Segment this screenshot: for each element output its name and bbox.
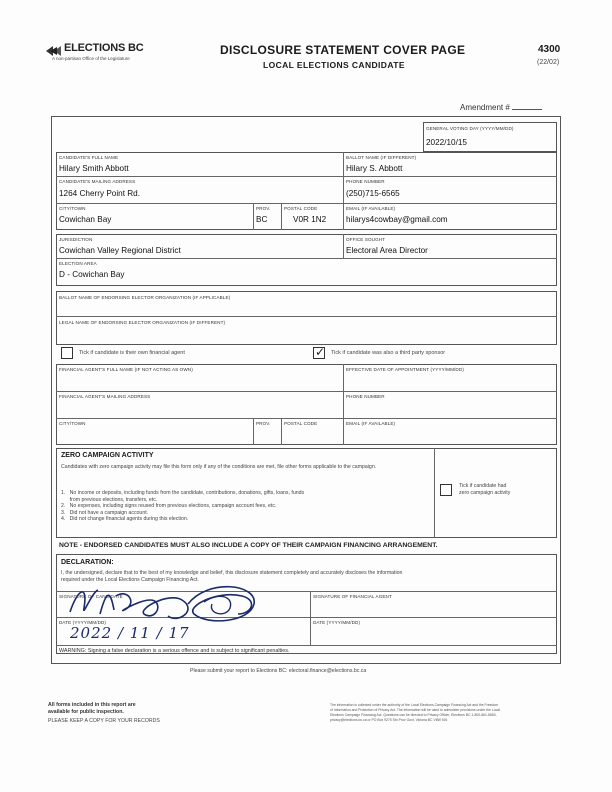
footer-right-line: privacy@elections.bc.ca or PO Box 9275 Stn Prov Govt, Victoria BC V8W 9J6 [330, 718, 448, 722]
agent-mailing-label: FINANCIAL AGENT'S MAILING ADDRESS [59, 394, 151, 399]
candidate-name-value[interactable]: Hilary Smith Abbott [59, 164, 129, 173]
date-label-candidate: DATE (YYYY/MM/DD) [59, 620, 107, 625]
zero-activity-intro: Candidates with zero campaign activity may file this form only if any of the conditions are met, file other forms applicable to the campaign. [61, 464, 377, 470]
third-party-checkbox[interactable] [313, 347, 325, 359]
declaration-text-2: required under the Local Elections Campaign Financing Act. [61, 577, 199, 583]
prov-value[interactable]: BC [256, 215, 268, 224]
footer-left-line: PLEASE KEEP A COPY FOR YOUR RECORDS [48, 718, 160, 724]
zero-activity-list [61, 490, 431, 523]
agent-date-label: EFFECTIVE DATE OF APPOINTMENT (YYYY/MM/DD) [346, 367, 464, 372]
zero-activity-title: ZERO CAMPAIGN ACTIVITY [61, 452, 154, 459]
warning-text: WARNING: Signing a false declaration is a serious offence and is subject to significant penalties. [59, 648, 290, 654]
prov-label: PROV. [256, 206, 271, 211]
postal-value[interactable]: V0R 1N2 [293, 215, 327, 224]
endorsing-ballot-label: BALLOT NAME OF ENDORSING ELECTOR ORGANIZATION (IF APPLICABLE) [59, 295, 231, 300]
agent-name-label: FINANCIAL AGENT'S FULL NAME (IF NOT ACTING AS OWN) [59, 367, 193, 372]
agent-city-label: CITY/TOWN [59, 421, 86, 426]
checkmark-icon: ✓ [315, 345, 326, 359]
footer-right [330, 703, 500, 723]
logo-text: ELECTIONS BC [64, 42, 144, 54]
zero-item: 3. Did not have a campaign account. [61, 509, 149, 516]
phone-value[interactable]: (250)715-6565 [346, 189, 400, 198]
amendment-label [460, 101, 542, 112]
handwritten-date[interactable]: 2022 / 11 / 17 [70, 624, 190, 642]
mailing-address-value[interactable]: 1264 Cherry Point Rd. [59, 189, 141, 198]
office-value[interactable]: Electoral Area Director [346, 246, 428, 255]
zero-item: 4. Did not change financial agents during this election. [61, 516, 189, 523]
zero-tick-line: zero campaign activity [459, 489, 511, 496]
footer-right-line: Elections Campaign Financing Act. Questions can be directed to Privacy Officer, Elections BC 1-800-661-8683, [330, 713, 497, 717]
sig-candidate-label: SIGNATURE OF CANDIDATE [59, 594, 123, 599]
mailing-address-label: CANDIDATE'S MAILING ADDRESS [59, 179, 136, 184]
endorsed-note: NOTE - ENDORSED CANDIDATES MUST ALSO INCLUDE A COPY OF THEIR CAMPAIGN FINANCING ARRANGEMENT. [59, 542, 438, 549]
own-agent-checkbox[interactable] [61, 347, 73, 359]
jurisdiction-label: JURISDICTION [59, 237, 93, 242]
page-title: DISCLOSURE STATEMENT COVER PAGE [220, 43, 466, 57]
zero-activity-tick-label [459, 483, 510, 496]
zero-item: from previous elections, transfers, etc. [61, 496, 158, 503]
email-value[interactable]: hilarys4cowbay@gmail.com [346, 215, 448, 224]
footer-right-line: The information is collected under the authority of the Local Elections Campaign Financing Act and the Freedom [330, 703, 499, 707]
date-label-agent: DATE (YYYY/MM/DD) [313, 620, 361, 625]
agent-block [56, 364, 557, 445]
agent-phone-label: PHONE NUMBER [346, 394, 385, 399]
email-label: EMAIL (IF AVAILABLE) [346, 206, 396, 211]
sig-agent-label: SIGNATURE OF FINANCIAL AGENT [313, 594, 392, 599]
jurisdiction-value[interactable]: Cowichan Valley Regional District [59, 246, 181, 255]
form-number: 4300 [538, 44, 561, 55]
amendment-field[interactable] [512, 101, 542, 110]
amendment-text: Amendment # [460, 103, 510, 112]
city-label: CITY/TOWN [59, 206, 86, 211]
agent-email-label: EMAIL (IF AVAILABLE) [346, 421, 396, 426]
jurisdiction-block [56, 234, 557, 286]
zero-tick-line: Tick if candidate had [459, 483, 507, 489]
endorsing-legal-label: LEGAL NAME OF ENDORSING ELECTOR ORGANIZATION (IF DIFFERENT) [59, 320, 226, 325]
general-voting-day-label: GENERAL VOTING DAY (YYYY/MM/DD) [426, 126, 514, 131]
page-subtitle: LOCAL ELECTIONS CANDIDATE [263, 60, 405, 70]
ballot-name-value[interactable]: Hilary S. Abbott [346, 164, 403, 173]
elections-bc-logo [44, 42, 174, 64]
third-party-label: Tick if candidate was also a third party sponsor [331, 350, 446, 356]
logo-tagline: A non-partisan Office of the Legislature [52, 56, 130, 61]
zero-item: 2. No expenses, including signs reused from previous elections, campaign account fees, etc. [61, 503, 277, 510]
footer-left [48, 702, 160, 725]
declaration-title: DECLARATION: [61, 559, 114, 566]
candidate-name-label: CANDIDATE'S FULL NAME [59, 155, 119, 160]
submit-line: Please submit your report to Elections BC: electoral.finance@elections.bc.ca [190, 668, 367, 674]
general-voting-day-value[interactable]: 2022/10/15 [426, 138, 467, 147]
city-value[interactable]: Cowichan Bay [59, 215, 112, 224]
office-label: OFFICE SOUGHT [346, 237, 386, 242]
declaration-text-1: I, the undersigned, declare that to the best of my knowledge and belief, this disclosure statement completely and accurately discloses the information [61, 570, 403, 576]
agent-prov-label: PROV. [256, 421, 271, 426]
postal-label: POSTAL CODE [284, 206, 318, 211]
form-version: (22/02) [537, 59, 560, 66]
footer-left-line: available for public inspection. [48, 708, 124, 715]
own-agent-label: Tick if candidate is their own financial agent [79, 350, 185, 356]
agent-postal-label: POSTAL CODE [284, 421, 318, 426]
election-area-label: ELECTION AREA [59, 261, 97, 266]
zero-item: 1. No income or deposits, including funds from the candidate, contributions, donations, gifts, loans, funds [61, 490, 305, 496]
zero-activity-checkbox[interactable] [440, 484, 452, 496]
footer-left-line: All forms included in this report are [48, 702, 136, 708]
footer-right-line: of Information and Protection of Privacy Act. The information will be used to administer provisions under the Local [330, 708, 500, 712]
ballot-name-label: BALLOT NAME (IF DIFFERENT) [346, 155, 417, 160]
phone-label: PHONE NUMBER [346, 179, 385, 184]
election-area-value[interactable]: D - Cowichan Bay [59, 270, 125, 279]
